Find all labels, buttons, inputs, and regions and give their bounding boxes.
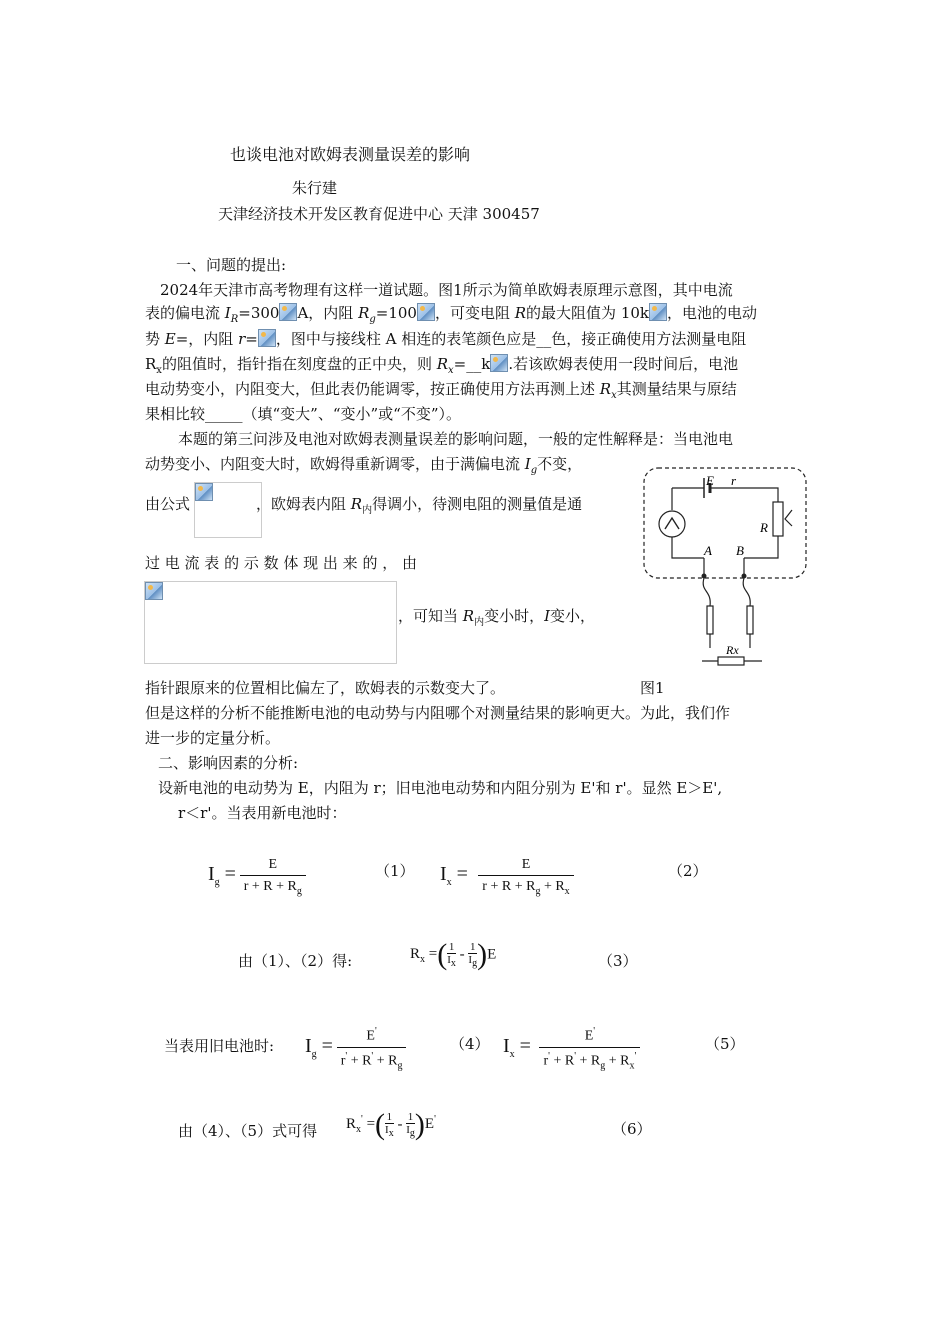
equation-6: $R_x'$ =( $\frac{1}{I_x}$ - $\frac{1}{I_g}$ )E' <box>346 1108 436 1141</box>
p2-line7: 但是这样的分析不能推断电池的电动势与内阻哪个对测量结果的影响更大。为此，我们作 <box>145 704 731 722</box>
label-B: B <box>736 543 744 558</box>
image-placeholder-icon <box>417 303 435 321</box>
equation-4: $I_g$ = $\frac{E'}{r' + R' + R_g}$ <box>305 1026 406 1071</box>
p2-line4: 过 电 流 表 的 示 数 体 现 出 来 的 ， 由 <box>145 554 417 572</box>
p2-line2: 动势变小、内阻变大时，欧姆得重新调零，由于满偏电流 $I_g$不变， <box>145 455 583 476</box>
eq3-intro: 由（1）、（2）得: <box>238 952 353 970</box>
p1-line4: $R_x$的阻值时，指针指在刻度盘的正中央，则 $R_x=\_\_k$ .若该欧姆表使用一段时间后，电池 <box>145 355 739 376</box>
p1-line1: 2024年天津市高考物理有这样一道试题。图1所示为简单欧姆表原理示意图，其中电流 <box>160 281 733 299</box>
figure-caption: 图1 <box>640 679 665 697</box>
p3-line2: r＜r'。当表用新电池时： <box>178 804 347 822</box>
p3-line1: 设新电池的电动势为 E，内阻为 r；旧电池电动势和内阻分别为 E'和 r'。显然 E＞E', <box>158 779 723 797</box>
eq6-intro: 由（4）、（5）式可得 <box>178 1122 318 1140</box>
circuit-diagram <box>640 466 812 666</box>
image-placeholder-icon <box>258 329 276 347</box>
p2-line6: 指针跟原来的位置相比偏左了，欧姆表的示数变大了。 <box>145 679 506 697</box>
equation-5: $I_x$ = $\frac{E'}{r' + R' + R_g + R_x'}$ <box>503 1026 645 1071</box>
label-r: r <box>731 473 737 488</box>
affiliation: 天津经济技术开发区教育促进中心 天津 300457 <box>218 205 540 223</box>
section-heading-1: 一、问题的提出: <box>176 256 287 274</box>
label-A: A <box>704 543 712 558</box>
formula-image-placeholder <box>144 581 397 664</box>
equation-1: $I_g$ = $\frac{E}{r + R + R_g}$ <box>208 857 306 897</box>
image-placeholder-icon <box>145 582 163 600</box>
equation-number-3: （3） <box>598 952 638 970</box>
label-R: R <box>760 520 768 535</box>
equation-number-5: （5） <box>705 1035 745 1053</box>
section-heading-2: 二、影响因素的分析: <box>158 754 299 772</box>
equation-2: $I_x$ = $\frac{E}{r + R + R_g + R_x}$ <box>440 857 580 897</box>
p2-line3: 由公式 ，欧姆表内阻 $R_内$得调小，待测电阻的测量值是通 <box>145 495 583 516</box>
p2-line5: ，可知当 $R_内$变小时，I变小， <box>398 607 596 628</box>
equation-number-4: （4） <box>450 1035 490 1053</box>
equation-number-2: （2） <box>668 862 708 880</box>
image-placeholder-icon <box>649 303 667 321</box>
equation-number-6: （6） <box>612 1120 652 1138</box>
equation-number-1: （1） <box>375 862 415 880</box>
image-placeholder-icon <box>195 483 213 501</box>
author: 朱行建 <box>292 179 338 197</box>
p1-line6: 果相比较_____（填“变大”、“变小”或“不变”）。 <box>145 405 462 423</box>
formula-image-placeholder <box>194 482 262 538</box>
p1-line5: 电动势变小，内阻变大，但此表仍能调零，按正确使用方法再测上述 $R_x$其测量结果与原结 <box>145 380 737 401</box>
image-placeholder-icon <box>490 354 508 372</box>
image-placeholder-icon <box>279 303 297 321</box>
p2-line1: 本题的第三问涉及电池对欧姆表测量误差的影响问题，一般的定性解释是：当电池电 <box>178 430 734 448</box>
eq4-intro: 当表用旧电池时: <box>164 1037 275 1055</box>
label-Rx: Rx <box>726 643 739 657</box>
p1-line3: 势 E=，内阻 r= ，图中与接线柱 A 相连的表笔颜色应是__色，接正确使用方法测量电阻 <box>145 330 747 348</box>
page-title: 也谈电池对欧姆表测量误差的影响 <box>230 145 471 164</box>
label-E: E <box>706 473 714 488</box>
equation-3: $R_x$ =( $\frac{1}{I_x}$ - $\frac{1}{I_g}$ )E <box>410 938 497 971</box>
p2-line8: 进一步的定量分析。 <box>145 729 281 747</box>
p1-line2: 表的偏电流 $I_R=300$ A，内阻 $R_g=100$ ，可变电阻 R的最大阻值为 10k ，电池的电动 <box>145 304 758 325</box>
